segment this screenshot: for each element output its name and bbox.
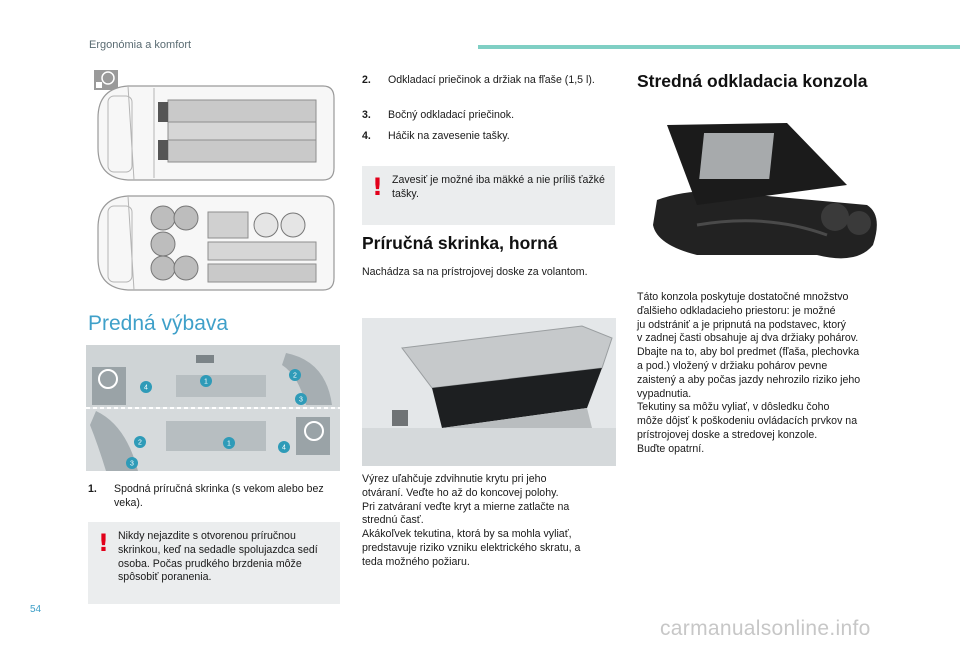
item-text: Bočný odkladací priečinok. [388, 109, 515, 121]
callout-bottom-4 [278, 441, 290, 453]
callout-top-1 [200, 375, 212, 387]
front-storage-illustration [86, 345, 340, 471]
heading-center-console: Stredná odkladacia konzola [637, 71, 868, 91]
warning-bag-hook [362, 166, 615, 225]
warning-text: Zavesiť je možné iba mäkké a nie príliš ťažké tašky. [392, 174, 605, 200]
warning-icon: ! [372, 173, 383, 201]
warning-text: Nikdy nejazdite s otvorenou príručnou skrinkou, keď na sedadle spolujazdca sedí osoba. Počas prudkého brzdenia môže spôsobiť poranenia. [118, 530, 318, 584]
list-item-3 [362, 109, 614, 123]
chapter-bar [478, 45, 960, 49]
callout-top-4 [140, 381, 152, 393]
callout-top-3 [295, 393, 307, 405]
svg-text:1: 1 [227, 440, 231, 448]
watermark: carmanualsonline.info [660, 617, 871, 640]
callout-bottom-2 [134, 436, 146, 448]
chapter-title: Ergonómia a komfort [89, 39, 192, 51]
list-item-2 [362, 74, 614, 88]
van-top-view-2 [98, 196, 334, 290]
upper-glovebox-intro: Nachádza sa na prístrojovej doske za volantom. [362, 266, 588, 278]
warning-icon: ! [98, 529, 109, 557]
van-top-view-1 [98, 86, 334, 180]
item-text: Spodná príručná skrinka (s vekom alebo bez veka). [114, 483, 324, 509]
svg-text:1: 1 [204, 378, 208, 386]
center-console-description: Táto konzola poskytuje dostatočné množstvo ďalšieho odkladacieho priestoru: je možné ju odstrániť a je pripnutá na podstavec, ktorý v zadnej časti obsahuje aj dva držiaky pohárov. Dbajte na to, aby bol predmet (fľaša, plechovka a pod.) vložený v držiaku pohárov pevne zaistený a aby počas jazdy nehrozilo riziko jeho vypadnutia. Tekutiny sa môžu vyliať, v dôsledku čoho môže dôjsť k poškodeniu ovládacích prvkov na prístrojovej doske a stredovej konzole. Buďte opatrní. [637, 291, 861, 455]
steering-wheel-icon [94, 70, 118, 90]
item-number: 3. [362, 109, 371, 121]
upper-glovebox-description: Výrez uľahčuje zdvihnutie krytu pri jeho otváraní. Veďte ho až do koncovej polohy. Pri zatváraní veďte kryt a mierne zatlačte na strednú časť. Akákoľvek tekutina, ktorá by sa mohla vyliať, predstavuje riziko vzniku elektrického skratu, a teda možného požiaru. [362, 473, 581, 568]
callout-bottom-1 [223, 437, 235, 449]
center-console-illustration [637, 105, 889, 281]
item-number: 2. [362, 74, 371, 86]
item-number: 4. [362, 130, 371, 142]
item-text: Odkladací priečinok a držiak na fľaše (1,5 l). [388, 74, 595, 86]
list-item-4 [362, 130, 614, 144]
callout-top-2 [289, 369, 301, 381]
page-number: 54 [30, 604, 42, 615]
svg-text:2: 2 [293, 372, 297, 380]
heading-front-equipment: Predná výbava [88, 312, 229, 335]
svg-text:4: 4 [144, 384, 148, 392]
item-number: 1. [88, 483, 97, 495]
list-item-1 [88, 483, 340, 511]
heading-upper-glovebox: Príručná skrinka, horná [362, 233, 558, 253]
svg-text:2: 2 [138, 439, 142, 447]
svg-text:3: 3 [130, 460, 134, 468]
vehicle-layout-illustration [88, 70, 340, 292]
upper-glovebox-illustration [362, 318, 616, 466]
svg-text:3: 3 [299, 396, 303, 404]
callout-bottom-3 [126, 457, 138, 469]
item-text: Háčik na zavesenie tašky. [388, 130, 510, 142]
warning-glovebox [88, 522, 340, 604]
svg-text:4: 4 [282, 444, 286, 452]
